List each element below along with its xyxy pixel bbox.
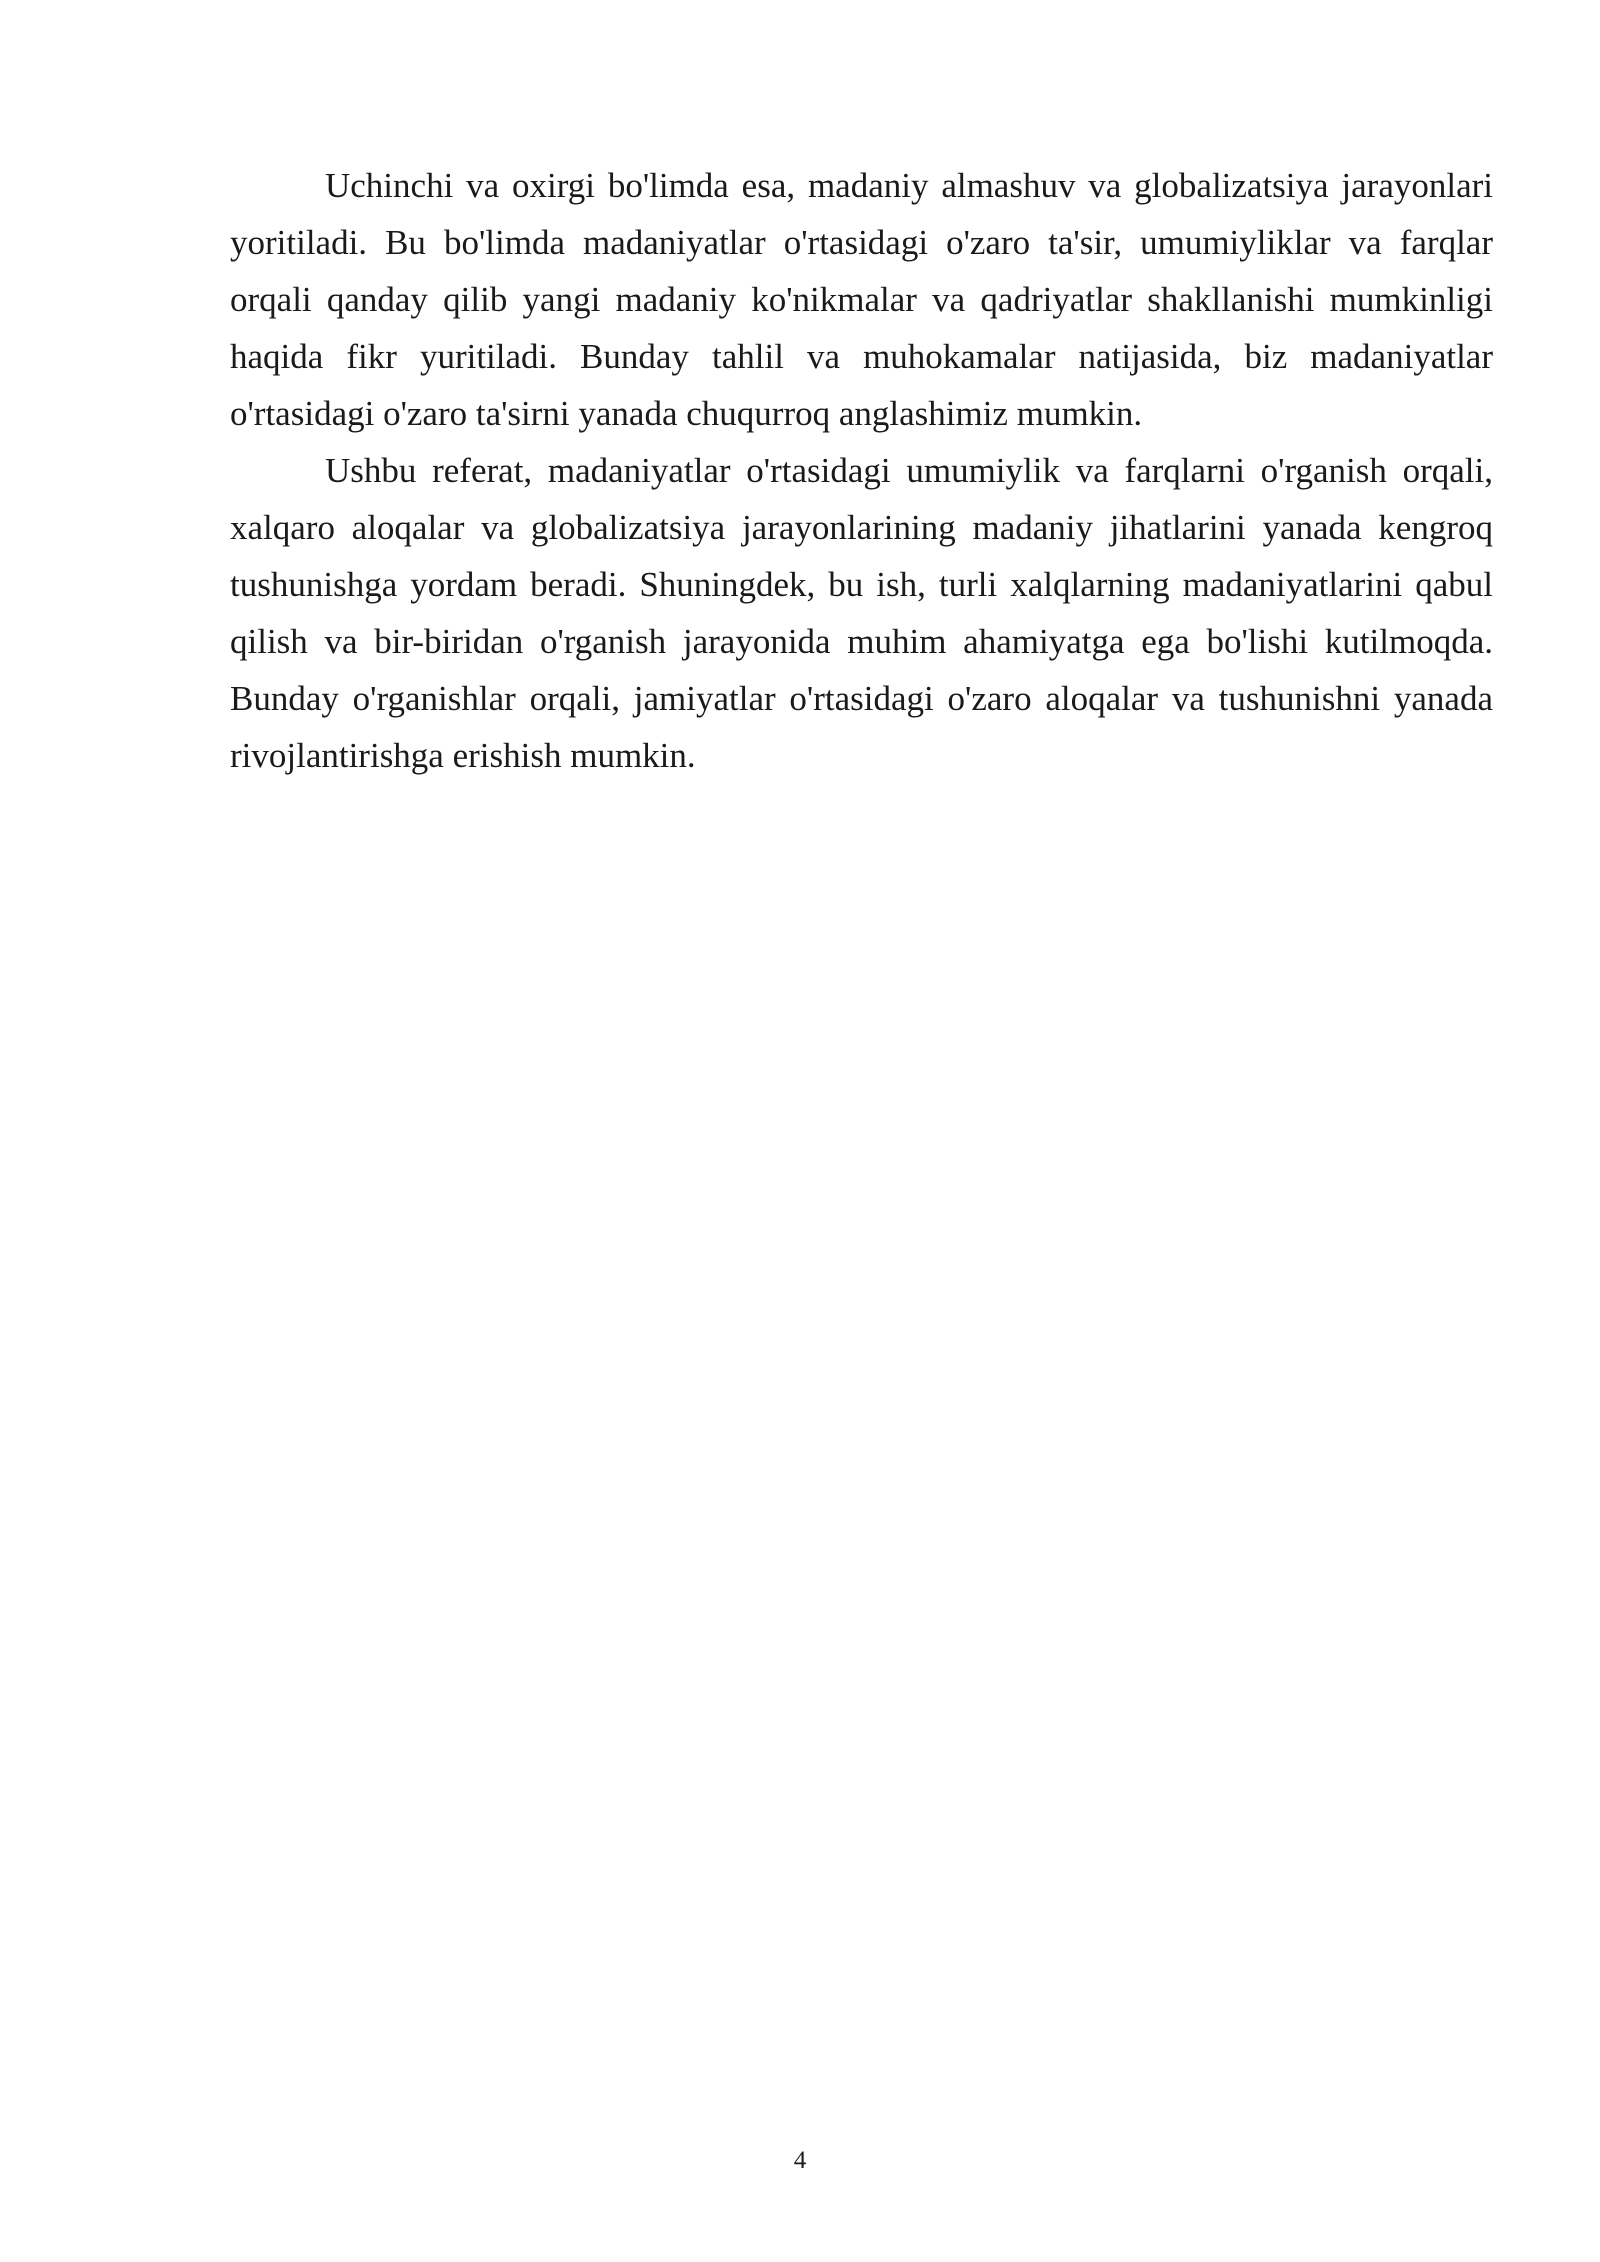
- paragraph-1: Uchinchi va oxirgi bo'limda esa, madaniy almashuv va globalizatsiya jarayonlari yoritiladi. Bu bo'limda madaniyatlar o'rtasidagi o'zaro ta'sir, umumiyliklar va farqlar orqali qanday qilib yangi madaniy ko'nikmalar va qadriyatlar shakllanishi mumkinligi haqida fikr yuritiladi. Bunday tahlil va muhokamalar natijasida, biz madaniyatlar o'rtasidagi o'zaro ta'sirni yanada chuqurroq anglashimiz mumkin.: [230, 166, 1493, 433]
- paragraph-2: Ushbu referat, madaniyatlar o'rtasidagi umumiylik va farqlarni o'rganish orqali, xalqaro aloqalar va globalizatsiya jarayonlarining madaniy jihatlarini yanada kengroq tushunishga yordam beradi. Shuningdek, bu ish, turli xalqlarning madaniyatlarini qabul qilish va bir-biridan o'rganish jarayonida muhim ahamiyatga ega bo'lishi kutilmoqda. Bunday o'rganishlar orqali, jamiyatlar o'rtasidagi o'zaro aloqalar va tushunishni yanada rivojlantirishga erishish mumkin.: [230, 451, 1493, 775]
- body-text: [230, 157, 1493, 784]
- page-number: 4: [793, 2147, 807, 2174]
